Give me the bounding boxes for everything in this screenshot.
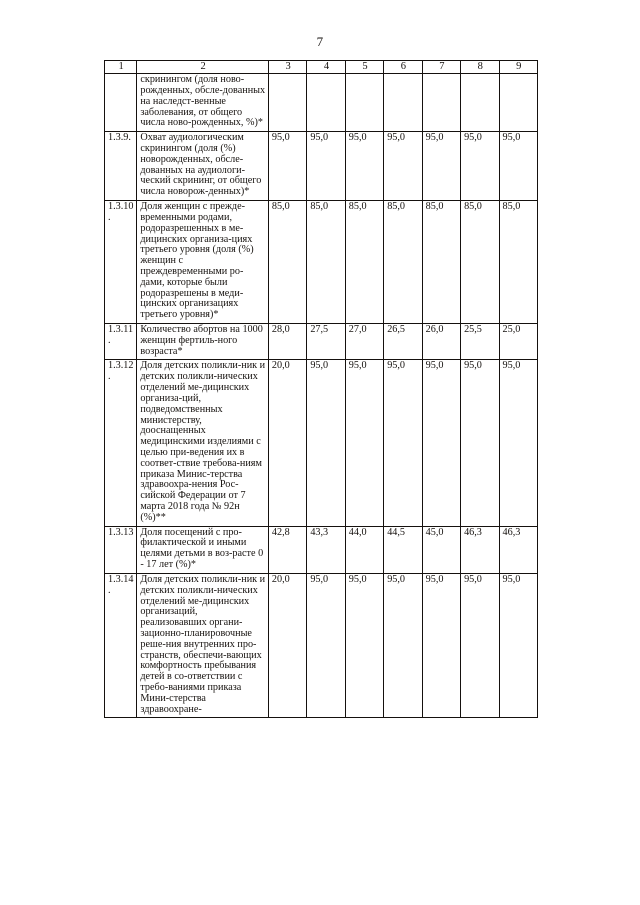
row-value: 95,0	[307, 573, 345, 718]
row-value	[461, 74, 499, 132]
row-value: 85,0	[499, 201, 538, 324]
row-value: 95,0	[307, 132, 345, 201]
row-value: 27,0	[345, 324, 383, 360]
row-number: 1.3.9.	[105, 132, 137, 201]
row-name: Доля посещений с про-филактической и иными целями детьми в воз-расте 0 - 17 лет (%)*	[137, 526, 269, 573]
row-value: 95,0	[345, 360, 383, 526]
row-value: 85,0	[461, 201, 499, 324]
row-value: 26,5	[384, 324, 422, 360]
row-name: Количество абортов на 1000 женщин фертиль-ного возраста*	[137, 324, 269, 360]
row-value: 95,0	[499, 573, 538, 718]
row-number: 1.3.13	[105, 526, 137, 573]
column-header: 4	[307, 61, 345, 74]
row-value: 85,0	[268, 201, 306, 324]
row-value	[499, 74, 538, 132]
row-value: 44,0	[345, 526, 383, 573]
table-row	[105, 132, 538, 201]
column-header: 1	[105, 61, 137, 74]
page-number: 7	[316, 34, 324, 49]
row-value	[345, 74, 383, 132]
column-header: 5	[345, 61, 383, 74]
row-value: 20,0	[268, 573, 306, 718]
row-number	[105, 74, 137, 132]
row-value: 95,0	[307, 360, 345, 526]
row-name: Доля женщин с прежде-временными родами, родоразрешенных в ме-дицинских организа-циях третьего уровня (доля (%) женщин с преждевременными ро-дами, которые были родоразрешены в меди-цинских организациях третьего уровня)*	[137, 201, 269, 324]
row-value	[268, 74, 306, 132]
row-value: 46,3	[499, 526, 538, 573]
row-value: 85,0	[422, 201, 460, 324]
row-value: 95,0	[384, 573, 422, 718]
row-value: 95,0	[384, 132, 422, 201]
row-value: 25,0	[499, 324, 538, 360]
row-value: 44,5	[384, 526, 422, 573]
indicators-table-container	[104, 60, 538, 718]
row-value: 95,0	[422, 132, 460, 201]
row-value: 85,0	[307, 201, 345, 324]
row-value: 42,8	[268, 526, 306, 573]
row-value: 85,0	[384, 201, 422, 324]
column-header: 9	[499, 61, 538, 74]
row-name: Доля детских поликли-ник и детских поликли-нических отделений ме-дицинских организаций, реализовавших органи-зационно-планировочные реше-ния внутренних про-странств, обеспечи-вающих комфортность пребывания детей в со-ответствии с требо-ваниями приказа Мини-стерства здравоохране-	[137, 573, 269, 718]
row-value: 27,5	[307, 324, 345, 360]
row-number: 1.3.11.	[105, 324, 137, 360]
row-value: 45,0	[422, 526, 460, 573]
row-name: скринингом (доля ново-рожденных, обсле-дованных на наследст-венные заболевания, от общего числа ново-рожденных, %)*	[137, 74, 269, 132]
row-value: 25,5	[461, 324, 499, 360]
table-row	[105, 360, 538, 526]
row-value: 26,0	[422, 324, 460, 360]
row-value: 20,0	[268, 360, 306, 526]
row-number: 1.3.12.	[105, 360, 137, 526]
table-row	[105, 573, 538, 718]
row-value: 43,3	[307, 526, 345, 573]
row-value: 95,0	[422, 360, 460, 526]
row-value	[307, 74, 345, 132]
row-value: 95,0	[461, 573, 499, 718]
row-number: 1.3.10.	[105, 201, 137, 324]
row-value: 95,0	[422, 573, 460, 718]
row-value: 85,0	[345, 201, 383, 324]
row-value: 95,0	[345, 132, 383, 201]
row-name: Доля детских поликли-ник и детских поликли-нических отделений ме-дицинских организа-ций, подведомственных министерству, дооснащенных медицинскими изделиями с целью при-ведения их в соответ-ствие требова-ниям приказа Минис-терства здравоохра-нения Рос-сийской Федерации от 7 марта 2018 года № 92н (%)**	[137, 360, 269, 526]
row-value: 95,0	[384, 360, 422, 526]
column-header: 7	[422, 61, 460, 74]
row-name: Охват аудиологическим скринингом (доля (%) новорожденных, обсле-дованных на аудиологи-ческий скрининг, от общего числа новорож-денных)*	[137, 132, 269, 201]
row-value: 95,0	[345, 573, 383, 718]
row-value: 28,0	[268, 324, 306, 360]
row-value: 95,0	[268, 132, 306, 201]
row-value	[384, 74, 422, 132]
column-header: 8	[461, 61, 499, 74]
row-value: 46,3	[461, 526, 499, 573]
table-row	[105, 526, 538, 573]
indicators-table	[104, 60, 538, 718]
column-header: 3	[268, 61, 306, 74]
row-value: 95,0	[461, 360, 499, 526]
row-value: 95,0	[461, 132, 499, 201]
table-row	[105, 324, 538, 360]
row-value: 95,0	[499, 132, 538, 201]
row-number: 1.3.14.	[105, 573, 137, 718]
row-value: 95,0	[499, 360, 538, 526]
table-row	[105, 201, 538, 324]
row-value	[422, 74, 460, 132]
column-header: 2	[137, 61, 269, 74]
table-row	[105, 74, 538, 132]
column-header: 6	[384, 61, 422, 74]
table-header-row	[105, 61, 538, 74]
